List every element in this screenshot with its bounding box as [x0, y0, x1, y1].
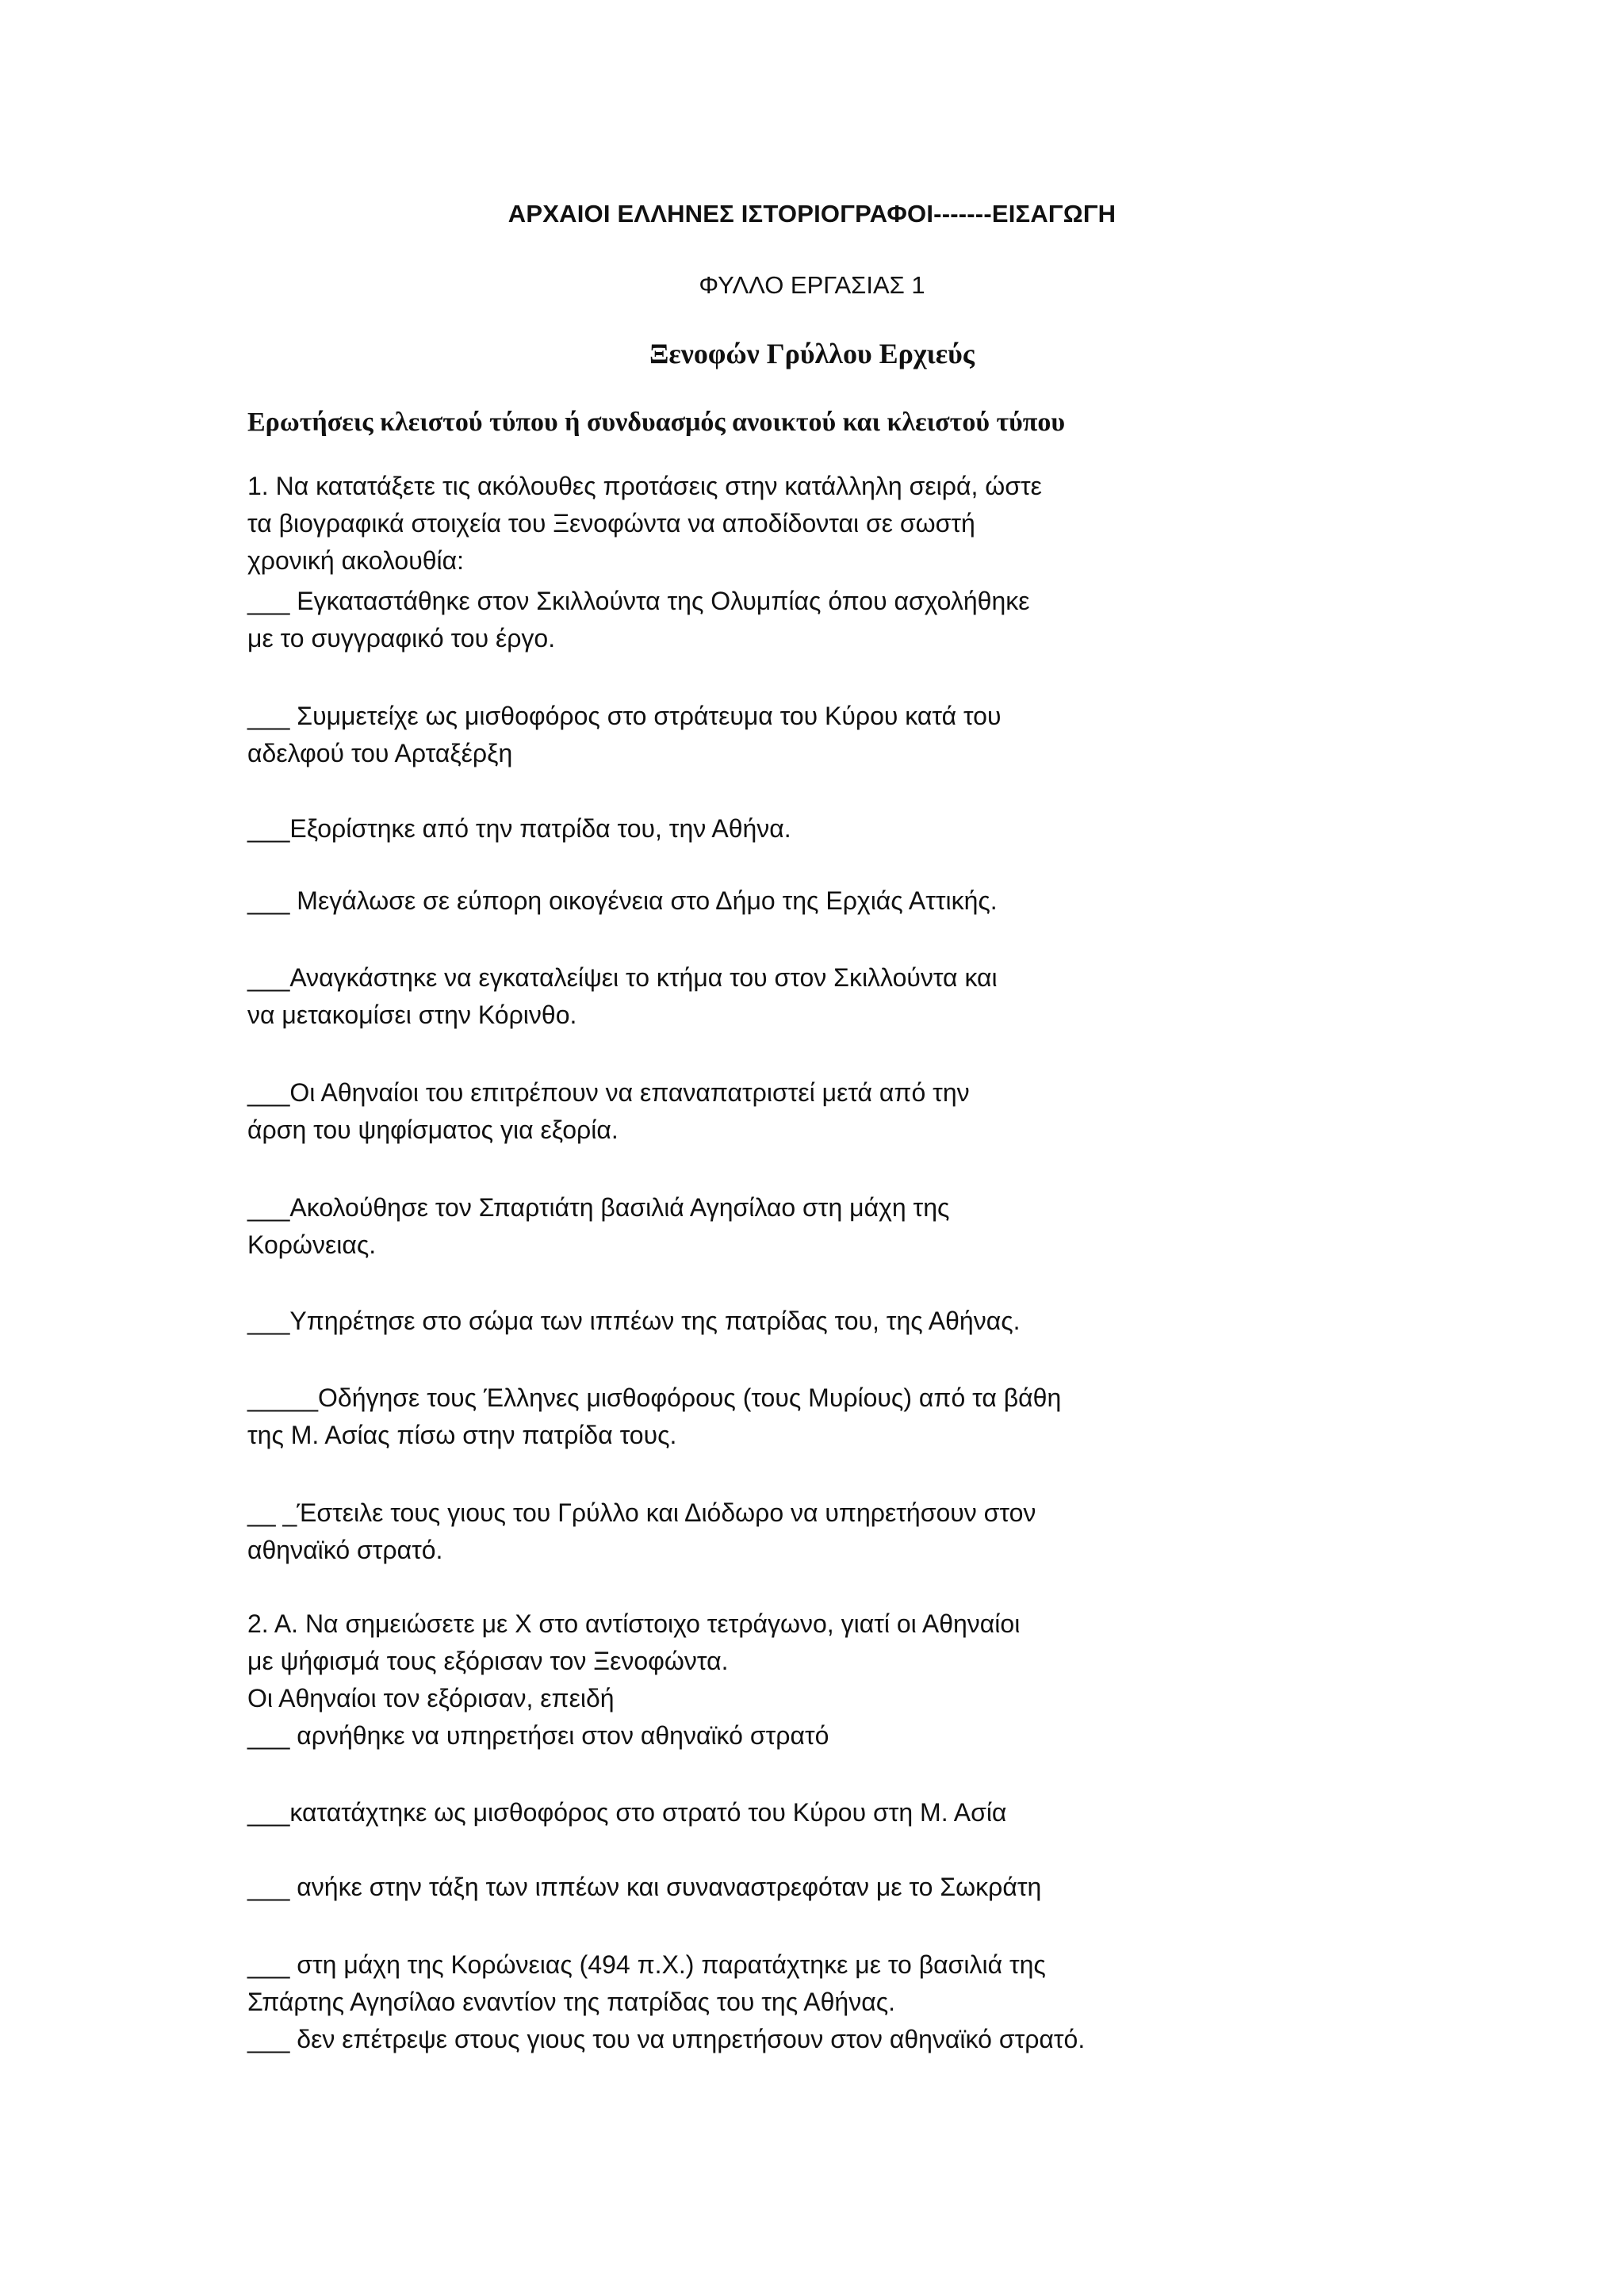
q1-item-text: άρση του ψηφίσματος για εξορία. [247, 1115, 619, 1144]
document-subtitle: ΦΥΛΛΟ ΕΡΓΑΣΙΑΣ 1 [699, 271, 925, 299]
q2-intro-line: 2. Α. Να σημειώσετε με Χ στο αντίστοιχο τετράγωνο, γιατί οι Αθηναίοι [247, 1609, 1021, 1638]
q1-intro-line: χρονική ακολουθία: [247, 546, 464, 575]
q1-intro [247, 468, 1042, 580]
q2-item-1 [247, 1794, 1006, 1831]
q2-intro-line: Οι Αθηναίοι τον εξόρισαν, επειδή [247, 1684, 615, 1712]
q1-item-text: Κορώνειας. [247, 1230, 377, 1259]
q1-item-8 [247, 1303, 1021, 1340]
q1-item-text: να μετακομίσει στην Κόρινθο. [247, 1001, 577, 1029]
q1-item-7 [247, 1189, 949, 1264]
q1-item-text: με το συγγραφικό του έργο. [247, 624, 556, 652]
q2-item-text: ___ δεν επέτρεψε στους γιους του να υπηρετήσουν στον αθηναϊκό στρατό. [247, 2025, 1086, 2053]
q1-item-text: ___Υπηρέτησε στο σώμα των ιππέων της πατρίδας του, της Αθήνας. [247, 1307, 1021, 1335]
q2-item-text: ___ στη μάχη της Κορώνειας (494 π.Χ.) παρατάχτηκε με το βασιλιά της [247, 1950, 1046, 1979]
q1-item-3 [247, 810, 791, 848]
q1-item-text: ___ Εγκαταστάθηκε στον Σκιλλούντα της Ολυμπίας όπου ασχολήθηκε [247, 587, 1030, 615]
section-heading: Ερωτήσεις κλειστού τύπου ή συνδυασμός ανοικτού και κλειστού τύπου [247, 408, 1066, 437]
q1-item-1 [247, 583, 1030, 657]
q2-item-text: ___ ανήκε στην τάξη των ιππέων και συναναστρεφόταν με το Σωκράτη [247, 1873, 1042, 1901]
q1-item-text: αδελφού του Αρταξέρξη [247, 739, 513, 767]
q2-intro [247, 1605, 1020, 1755]
document-title: ΑΡΧΑΙΟΙ ΕΛΛΗΝΕΣ ΙΣΤΟΡΙΟΓΡΑΦΟΙ-------ΕΙΣΑΓΩΓΗ [508, 200, 1116, 228]
q1-item-text: αθηναϊκό στρατό. [247, 1536, 443, 1564]
q1-item-text: ___Οι Αθηναίοι του επιτρέπουν να επαναπατριστεί μετά από την [247, 1078, 970, 1107]
q1-item-10 [247, 1494, 1036, 1569]
q2-item-text: ___κατατάχτηκε ως μισθοφόρος στο στρατό του Κύρου στη Μ. Ασία [247, 1798, 1007, 1827]
q2-intro-line: ___ αρνήθηκε να υπηρετήσει στον αθηναϊκό στρατό [247, 1721, 829, 1750]
q1-item-text: ___Αναγκάστηκε να εγκαταλείψει το κτήμα του στον Σκιλλούντα και [247, 963, 998, 992]
q2-item-text: Σπάρτης Αγησίλαο εναντίον της πατρίδας του της Αθήνας. [247, 1988, 895, 2016]
q1-item-text: __ _Έστειλε τους γιους του Γρύλλο και Διόδωρο να υπηρετήσουν στον [247, 1498, 1036, 1527]
q1-item-text: ___ Συμμετείχε ως μισθοφόρος στο στράτευμα του Κύρου κατά του [247, 702, 1002, 730]
q1-intro-line: τα βιογραφικά στοιχεία του Ξενοφώντα να αποδίδονται σε σωστή [247, 509, 975, 538]
q1-item-text: ___ Μεγάλωσε σε εύπορη οικογένεια στο Δήμο της Ερχιάς Αττικής. [247, 886, 998, 915]
q1-item-text: της Μ. Ασίας πίσω στην πατρίδα τους. [247, 1421, 677, 1449]
q1-item-text: ___Εξορίστηκε από την πατρίδα του, την Αθήνα. [247, 814, 791, 843]
q1-item-4 [247, 882, 998, 920]
q1-item-text: _____Οδήγησε τους Έλληνες μισθοφόρους (τους Μυρίους) από τα βάθη [247, 1383, 1062, 1412]
q1-intro-line: 1. Να κατατάξετε τις ακόλουθες προτάσεις στην κατάλληλη σειρά, ώστε [247, 472, 1042, 500]
q2-item-3 [247, 1946, 1085, 2058]
q1-item-6 [247, 1074, 970, 1149]
q1-item-2 [247, 698, 1001, 772]
q1-item-text: ___Ακολούθησε τον Σπαρτιάτη βασιλιά Αγησίλαο στη μάχη της [247, 1193, 950, 1222]
q1-item-5 [247, 959, 998, 1034]
q2-intro-line: με ψήφισμά τους εξόρισαν τον Ξενοφώντα. [247, 1647, 729, 1675]
q2-item-2 [247, 1869, 1041, 1906]
author-heading: Ξενοφών Γρύλλου Ερχιεύς [649, 338, 975, 369]
q1-item-9 [247, 1380, 1061, 1454]
